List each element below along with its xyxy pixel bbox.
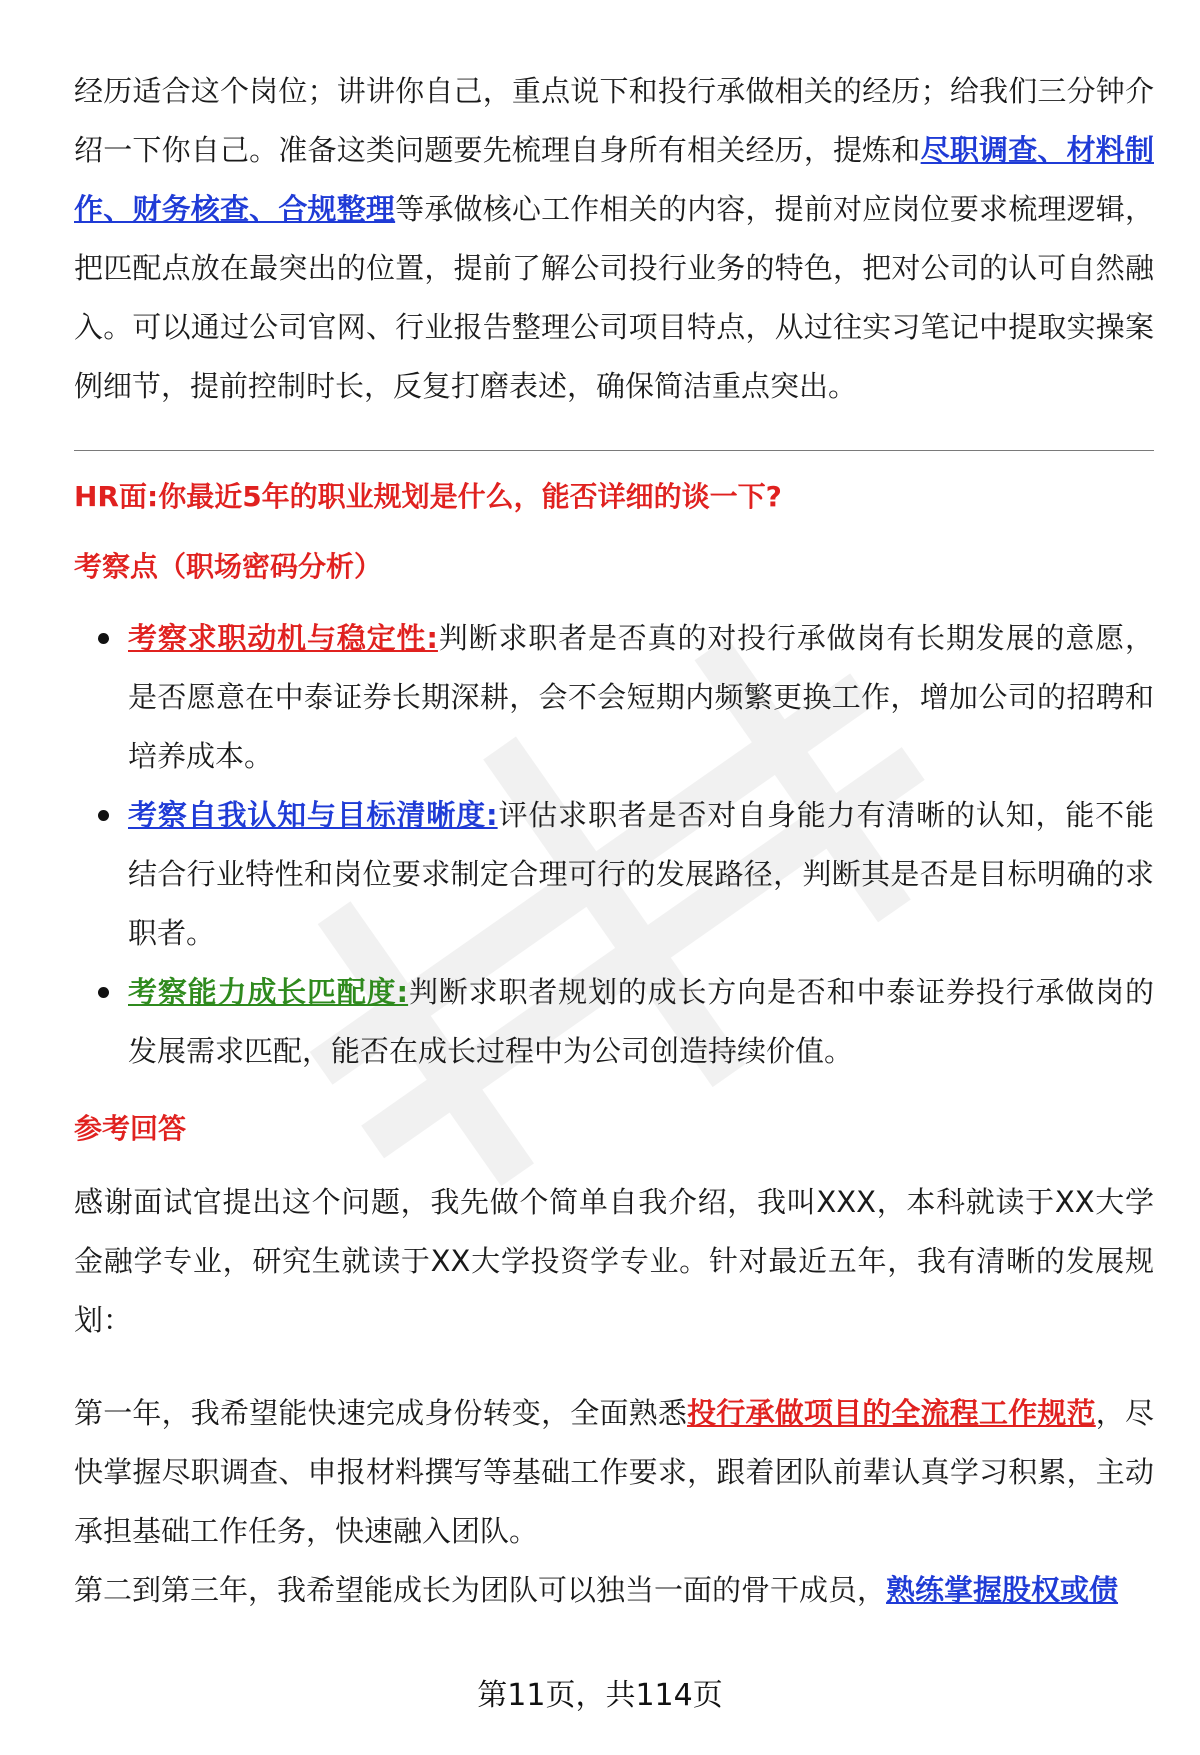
paragraph-text: ，尽快掌握尽职调查、申报材料撰写等基础工作要求，跟着团队前辈认真学习积累，主动承担基础工作任务，快速融入团队。	[74, 1396, 1154, 1548]
bullet-label[interactable]: 考察求职动机与稳定性:	[128, 621, 438, 655]
highlight-link[interactable]: 投行承做项目的全流程工作规范	[687, 1396, 1096, 1430]
page-number: 第11页，共114页	[477, 1678, 723, 1713]
list-item	[74, 609, 1154, 786]
list-item	[74, 786, 1154, 963]
bullet-icon	[98, 810, 109, 821]
kaocha-list	[74, 609, 1154, 1081]
paragraph-text: 第一年，我希望能快速完成身份转变，全面熟悉	[74, 1396, 688, 1430]
bullet-label[interactable]: 考察自我认知与目标清晰度:	[128, 798, 498, 832]
paragraph-text: 经历适合这个岗位；讲讲你自己，重点说下和投行承做相关的经历；给我们三分钟介绍一下你自己。准备这类问题要先梳理自身所有相关经历，提炼和	[74, 74, 1154, 167]
highlight-link[interactable]: 尽职调查、材料制作、财务核查、合规整理	[74, 133, 1154, 226]
answer-intro: 感谢面试官提出这个问题，我先做个简单自我介绍，我叫XXX，本科就读于XX大学金融学专业，研究生就读于XX大学投资学专业。针对最近五年，我有清晰的发展规划：	[74, 1185, 1154, 1337]
page-content	[74, 62, 1154, 1620]
spacer	[74, 1350, 1154, 1384]
bullet-icon	[98, 633, 109, 644]
question-heading: HR面:你最近5年的职业规划是什么，能否详细的谈一下?	[74, 480, 782, 513]
kaocha-heading: 考察点（职场密码分析）	[74, 550, 383, 583]
intro-paragraph	[74, 62, 1154, 416]
bullet-text: 评估求职者是否对自身能力有清晰的认知，能不能结合行业特性和岗位要求制定合理可行的发展路径，判断其是否是目标明确的求职者。	[128, 798, 1154, 950]
bullet-label[interactable]: 考察能力成长匹配度:	[128, 975, 409, 1009]
bullet-icon	[98, 987, 109, 998]
year2-paragraph	[74, 1561, 1154, 1620]
section-divider	[74, 450, 1154, 451]
paragraph-text: 等承做核心工作相关的内容，提前对应岗位要求梳理逻辑，把匹配点放在最突出的位置，提前了解公司投行业务的特色，把对公司的认可自然融入。可以通过公司官网、行业报告整理公司项目特点，从过往实习笔记中提取实操案例细节，提前控制时长，反复打磨表述，确保简洁重点突出。	[74, 192, 1154, 403]
year1-paragraph	[74, 1384, 1154, 1561]
reference-heading: 参考回答	[74, 1112, 187, 1145]
highlight-link[interactable]: 熟练掌握股权或债	[886, 1573, 1119, 1607]
bullet-text: 判断求职者规划的成长方向是否和中泰证券投行承做岗的发展需求匹配，能否在成长过程中为公司创造持续价值。	[128, 975, 1154, 1068]
paragraph-text: 第二到第三年，我希望能成长为团队可以独当一面的骨干成员，	[74, 1573, 887, 1607]
list-item	[74, 963, 1154, 1081]
bullet-text: 判断求职者是否真的对投行承做岗有长期发展的意愿，是否愿意在中泰证券长期深耕，会不会短期内频繁更换工作，增加公司的招聘和培养成本。	[128, 621, 1154, 773]
